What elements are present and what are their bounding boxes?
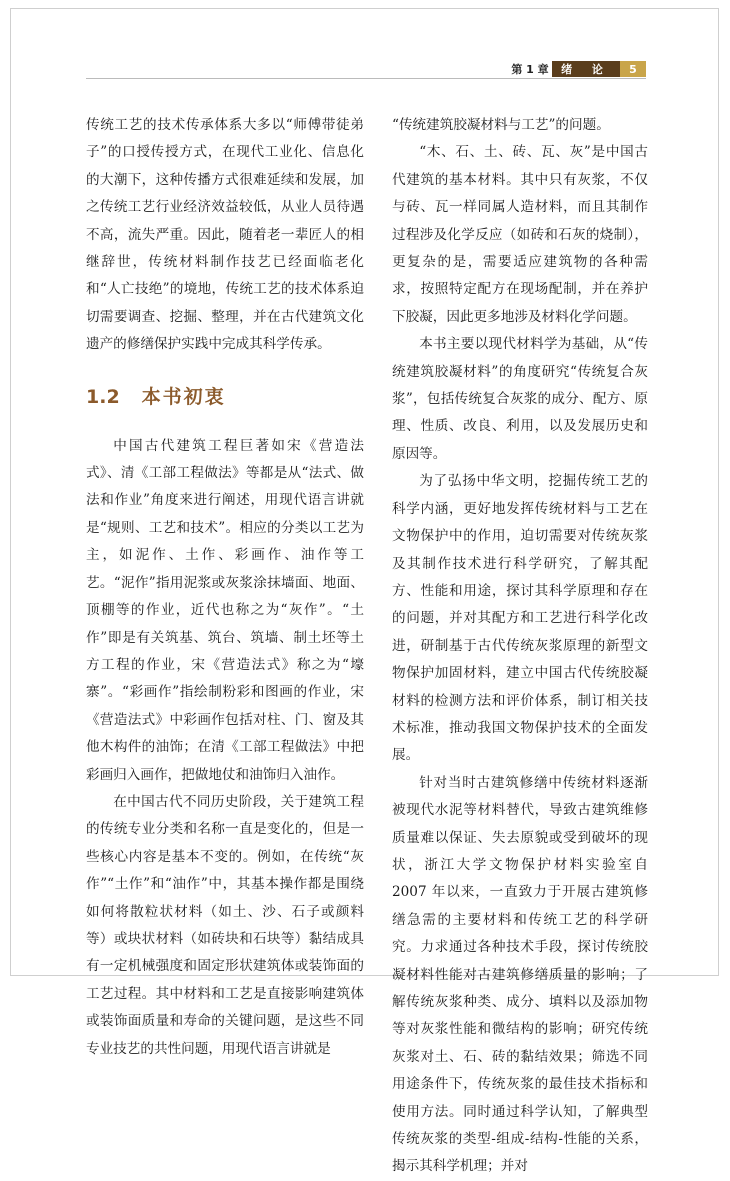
header-chapter-title: 绪 论 [552, 61, 620, 77]
header-rule [86, 78, 646, 79]
running-header [508, 61, 646, 77]
paragraph: “木、石、土、砖、瓦、灰”是中国古代建筑的基本材料。其中只有灰浆，不仅与砖、瓦一样同属人造材料，而且其制作过程涉及化学反应（如砖和石灰的烧制），更复杂的是，需要适应建筑物的各种需求，按照特定配方在现场配制，并在养护下胶凝，因此更多地涉及材料化学问题。 [392, 144, 648, 325]
right-column [392, 112, 648, 1181]
left-column [86, 112, 364, 1063]
paragraph: 本书主要以现代材料学为基础，从“传统建筑胶凝材料”的角度研究“传统复合灰浆”，包括传统复合灰浆的成分、配方、原理、性质、改良、利用，以及发展历史和原因等。 [392, 336, 648, 462]
paragraph: 中国古代建筑工程巨著如宋《营造法式》、清《工部工程做法》等都是从“法式、做法和作业”角度来进行阐述，用现代语言讲就是“规则、工艺和技术”。相应的分类以工艺为主，如泥作、土作、彩画作、油作等工艺。“泥作”指用泥浆或灰浆涂抹墙面、地面、顶棚等的作业，近代也称之为“灰作”。“土作”即是有关筑基、筑台、筑墙、制土坯等土方工程的作业，宋《营造法式》称之为“壕寨”。“彩画作”指绘制粉彩和图画的作业，宋《营造法式》中彩画作包括对柱、门、窗及其他木构件的油饰；在清《工部工程做法》中把彩画归入画作，把做地仗和油饰归入油作。 [86, 437, 364, 783]
page-number: 5 [620, 61, 646, 77]
paragraph: “传统建筑胶凝材料与工艺”的问题。 [392, 117, 610, 133]
paragraph: 传统工艺的技术传承体系大多以“师傅带徒弟子”的口授传授方式，在现代工业化、信息化的大潮下，这种传播方式很难延续和发展，加之传统工艺行业经济效益较低，从业人员待遇不高，流失严重。因此，随着老一辈匠人的相继辞世，传统材料制作技艺已经面临老化和“人亡技绝”的境地，传统工艺的技术体系迫切需要调查、挖掘、整理，并在古代建筑文化遗产的修缮保护实践中完成其科学传承。 [86, 117, 364, 353]
paragraph: 在中国古代不同历史阶段，关于建筑工程的传统专业分类和名称一直是变化的，但是一些核心内容是基本不变的。例如，在传统“灰作”“土作”和“油作”中，其基本操作都是围绕如何将散粒状材料（如土、沙、石子或颜料等）或块状材料（如砖块和石块等）黏结成具有一定机械强度和固定形状建筑体或装饰面的工艺过程。其中材料和工艺是直接影响建筑体或装饰面质量和寿命的关键问题，是这些不同专业技艺的共性问题，用现代语言讲就是 [86, 793, 364, 1057]
section-number: 1.2 [86, 385, 120, 408]
section-title: 本书初衷 [141, 385, 226, 408]
section-heading [86, 383, 364, 413]
header-chapter: 第 1 章 [511, 63, 549, 76]
paragraph: 为了弘扬中华文明，挖掘传统工艺的科学内涵，更好地发挥传统材料与工艺在文物保护中的作用，迫切需要对传统灰浆及其制作技术进行科学研究，了解其配方、性能和用途，探讨其科学原理和存在的问题，并对其配方和工艺进行科学化改进，研制基于古代传统灰浆原理的新型文物保护加固材料，建立中国古代传统胶凝材料的检测方法和评价体系，制订相关技术标准，推动我国文物保护技术的全面发展。 [392, 473, 648, 764]
paragraph: 针对当时古建筑修缮中传统材料逐渐被现代水泥等材料替代，导致古建筑维修质量难以保证、失去原貌或受到破坏的现状，浙江大学文物保护材料实验室自 2007 年以来，一直致力于开展古建筑修缮急需的主要材料和传统工艺的科学研究。力求通过各种技术手段，探讨传统胶凝材料性能对古建筑修缮质量的影响；了解传统灰浆种类、成分、填料以及添加物等对灰浆性能和微结构的影响；研究传统灰浆对土、石、砖的黏结效果；筛选不同用途条件下，传统灰浆的最佳技术指标和使用方法。同时通过科学认知，了解典型传统灰浆的类型-组成-结构-性能的关系，揭示其科学机理；并对 [392, 774, 648, 1175]
